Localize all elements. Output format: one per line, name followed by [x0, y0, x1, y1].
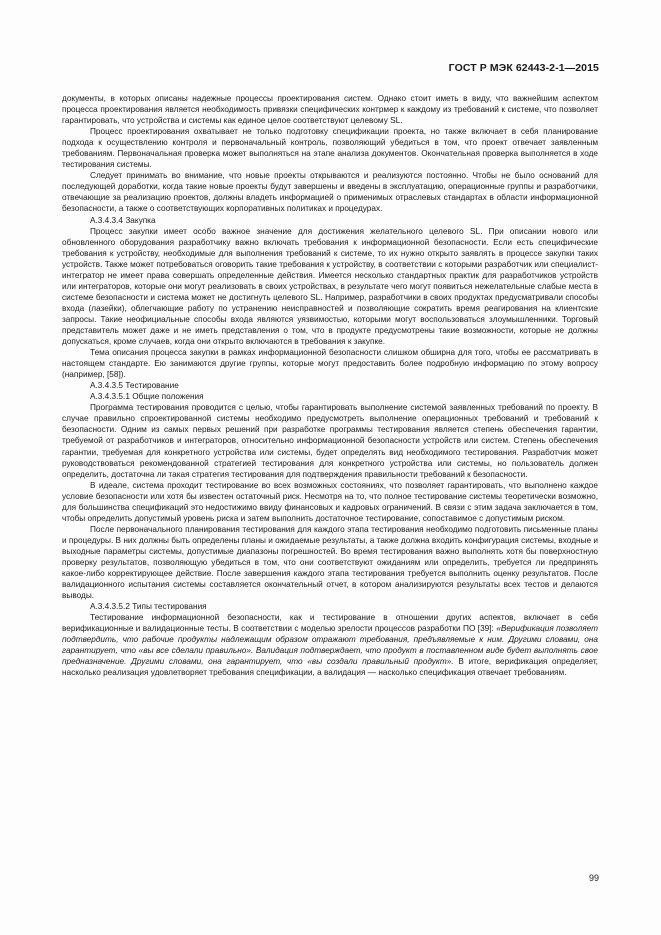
- paragraph: В идеале, система проходит тестирование во всех возможных состояниях, что позволяет гарантировать, что выполнено каждое условие безопасности или хотя бы известен остаточный риск. Несмотря на то, что полное тестирование системы теоретически возможно, для большинства спецификаций это недостижимо ввиду финансовых и кадровых ограничений. В связи с этим задача заключается в том, чтобы определить допустимый уровень риска и затем выполнить достаточное тестирование, сопоставимое с допустимым риском.: [62, 480, 598, 523]
- section-heading: А.3.4.3.4 Закупка: [90, 215, 156, 225]
- page-number: 99: [588, 873, 599, 883]
- paragraph: Программа тестирования проводится с целью, чтобы гарантировать выполнение системой заявленных требований по проекту. В случае правильно спроектированной системы необходимо предусмотреть выполнение операционных требований и требований к безопасности. Одним из самых первых решений при разработке программы тестирования является степень обеспечения гарантии, требуемой от разработчиков и интеграторов, относительно информационной безопасности устройств или систем. Степень обеспечения гарантии, требуемая для конкретного устройства или системы, будет определять вид необходимого тестирования. Разработчик может руководствоваться рекомендованной стратегией тестирования для конкретного устройства или системы, но пользователь должен определить, достаточна ли такая стратегия тестирования для подтверждения правильности требований к безопасности.: [62, 403, 598, 479]
- paragraph: Следует принимать во внимание, что новые проекты открываются и реализуются постоянно. Чтобы не было оснований для последующей доработки, когда такие новые проекты будут завершены и введены в эксплуатацию, операционные группы и разработчики, отвечающие за реализацию проектов, должны владеть информацией о применимых отраслевых стандартах в области информационной безопасности, а также о соответствующих корпоративных политиках и процедурах.: [62, 171, 598, 214]
- paragraph-lead: Тестирование информационной безопасности, как и тестирование в отношении других аспектов, включает в себя верификационные и валидационные тесты. В соответствии с моделью зрелости процессов разработки ПО [39]:: [62, 613, 598, 634]
- document-body: [62, 93, 598, 678]
- paragraph: [62, 612, 598, 678]
- paragraph: После первоначального планирования тестирования для каждого этапа тестирования необходимо подготовить письменные планы и процедуры. В них должны быть определены планы и ожидаемые результаты, а также должна входить конфигурация системы, входные и выходные параметры системы, допустимые диапазоны погрешностей. Во время тестирования важно выполнять хотя бы поверхностную проверку результатов, позволяющую убедиться в том, что они соответствуют ожиданиям или определить, требуется ли предпринять какое-либо корректирующее действие. После завершения каждого этапа тестирования требуется выполнить оценку результатов. После валидационного испытания системы составляется окончательный отчет, в котором анализируются результаты всех тестов и делаются выводы.: [62, 524, 598, 601]
- paragraph-tail: В итоге, верификация определяет, насколько реализация удовлетворяет требования спецификации, а валидация — насколько спецификация отвечает требованиям.: [62, 657, 598, 678]
- paragraph: Процесс закупки имеет особо важное значение для достижения желательного целевого SL. При описании нового или обновленного оборудования разработчику важно включать требования к информационной безопасности. Если есть специфические требования к устройству, необходимые для выполнения требований к системе, то их нужно открыто заявлять в процессе закупки таких устройств. Также может потребоваться оговорить такие требования к устройству, в соответствии с которыми разработчик или специалист-интегратор не имеет права совершать определенные действия. Имеется несколько стандартных практик для разработчиков устройств или интеграторов, которые они могут реализовать в своих устройствах, в результате чего могут появиться нежелательные слабые места в системе безопасности и система может не достигнуть целевого SL. Например, разработчики в своих продуктах предусматривали способы входа (лазейки), облегчающие работу по устранению неисправностей и позволяющие сократить время реагирования на клиентские запросы. Такие неофициальные способы входа являются уязвимостью, которыми могут воспользоваться злоумышленники. Торговый представитель может даже и не иметь представления о том, что в продукте предусмотрены такие возможности, которые не должны допускаться, кроме случаев, когда они открыто включаются в требования к закупке.: [62, 226, 598, 347]
- paragraph: Процесс проектирования охватывает не только подготовку спецификации проекта, но также включает в себя планирование подхода к осуществлению контроля и первоначальный контроль, позволяющий убедиться в том, что проект отвечает заявленным требованиям. Первоначальная проверка может выполняться на этапе анализа документов. Окончательная проверка выполняется в ходе тестирования системы.: [62, 127, 598, 170]
- section-heading: А.3.4.3.5.2 Типы тестирования: [90, 602, 207, 612]
- paragraph: Тема описания процесса закупки в рамках информационной безопасности слишком обширна для того, чтобы ее рассматривать в настоящем стандарте. Ею занимаются другие группы, которые могут предоставить более подробную информацию по этому вопросу (например, [58]).: [62, 348, 598, 380]
- section-heading: А.3.4.3.5.1 Общие положения: [90, 392, 204, 402]
- italic-quote: «Верификация позволяет подтвердить, что рабочие продукты надлежащим образом отражают требования, предъявляемые к ним. Другими словами, она гарантирует, что «вы все сделали правильно». Валидация подтверждает, что продукт в поставленном виде будет выполнять свое предназначение. Другими словами, она гарантирует, что «вы создали правильный продукт».: [62, 624, 599, 667]
- section-heading: А.3.4.3.5 Тестирование: [90, 381, 179, 391]
- paragraph: документы, в которых описаны надежные процессы проектирования систем. Однако стоит иметь в виду, что важнейшим аспектом процесса проектирования является необходимость привязки специфических контрмер к каждому из требований к системе, что позволяет гарантировать, что устройства и системы как единое целое соответствуют целевому SL.: [62, 94, 598, 126]
- standard-header: ГОСТ Р МЭК 62443-2-1—2015: [448, 62, 599, 74]
